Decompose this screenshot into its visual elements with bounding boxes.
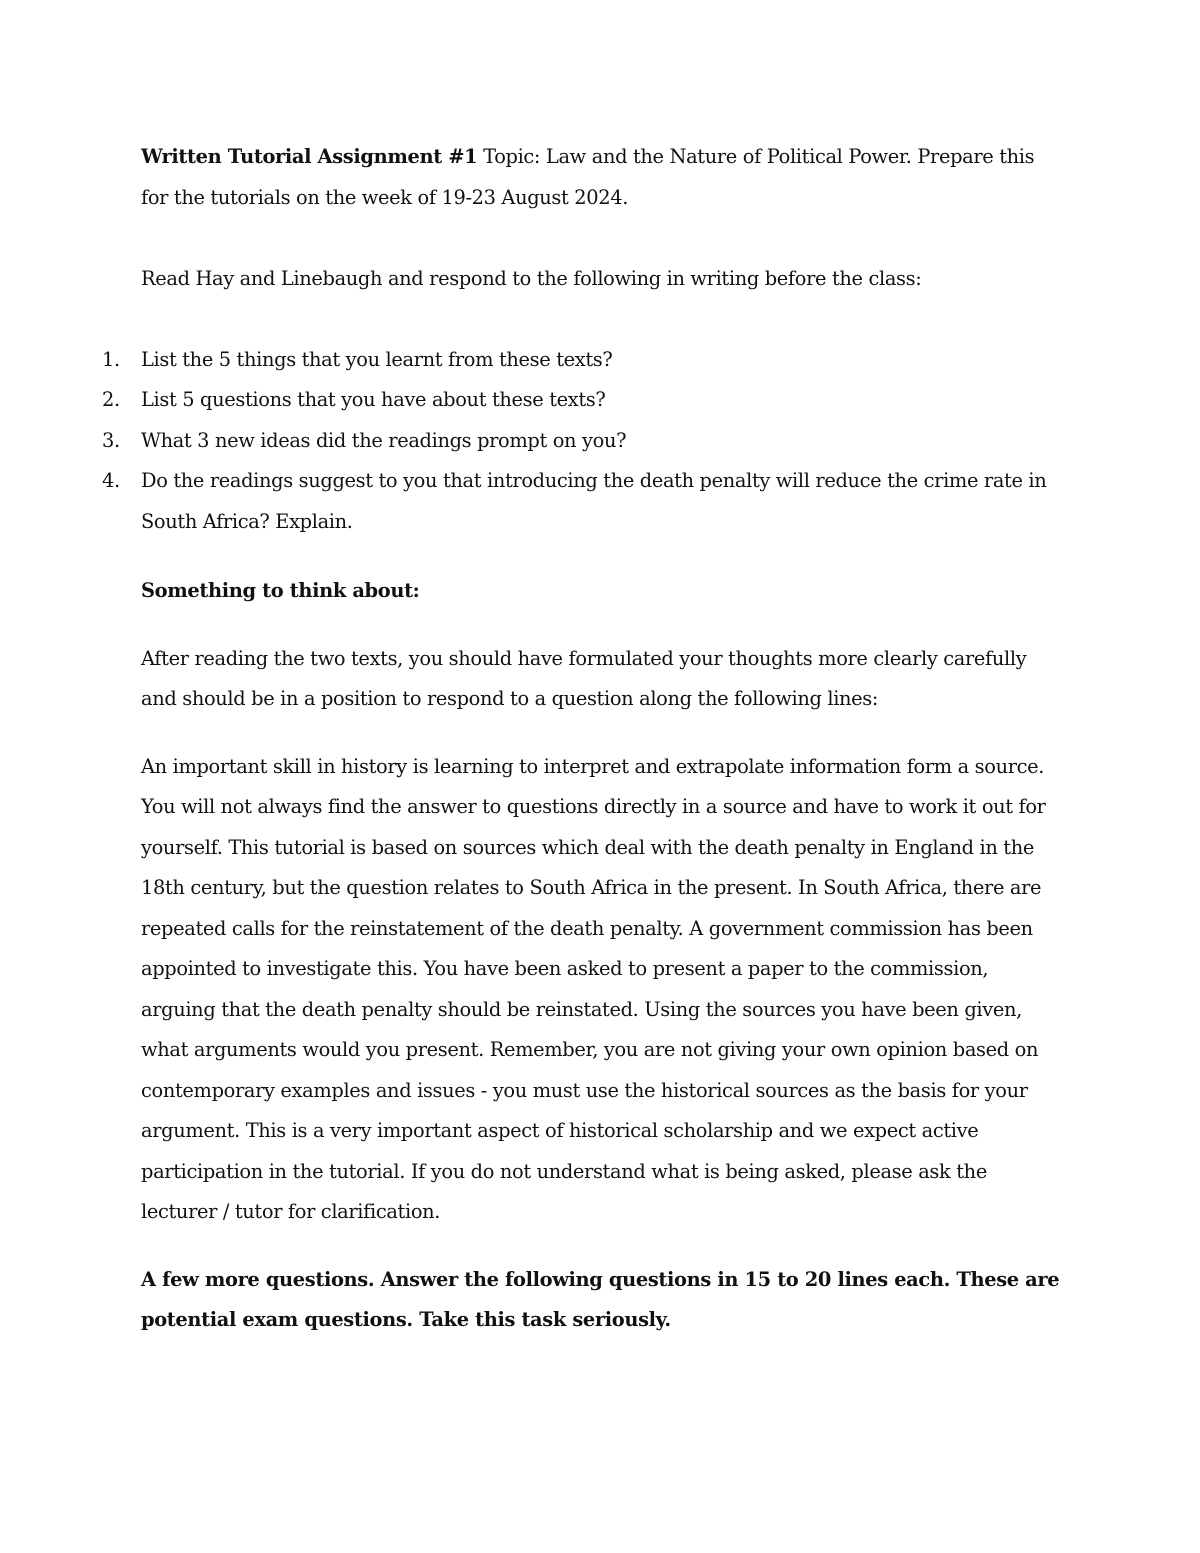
list-item <box>102 380 1066 421</box>
closing-instruction: A few more questions. Answer the following questions in 15 to 20 lines each. These are potential exam questions. Take this task seriously. <box>141 1267 1060 1331</box>
section-heading: Something to think about: <box>141 579 420 602</box>
list-item-text: What 3 new ideas did the readings prompt on you? <box>141 428 627 452</box>
question-list <box>102 340 1066 543</box>
assignment-topic: Topic: Law and the Nature of Political Power. Prepare this for the tutorials on the week of 19-23 August 2024. <box>141 145 1035 209</box>
list-item-number: 2. <box>102 388 120 411</box>
reading-instruction: Read Hay and Linebaugh and respond to the following in writing before the class: <box>141 267 922 290</box>
document-body <box>102 137 1066 1341</box>
list-item-text: List 5 questions that you have about these texts? <box>141 388 606 411</box>
list-item <box>102 340 1066 381</box>
after-reading-paragraph: After reading the two texts, you should have formulated your thoughts more clearly carefully and should be in a position to respond to a question along the following lines: <box>141 646 1027 710</box>
skill-paragraph: An important skill in history is learning to interpret and extrapolate information form a source. You will not always find the answer to questions directly in a source and have to work it out for yourself. This tutorial is based on sources which deal with the death penalty in England in the 18th century, but the question relates to South Africa in the present. In South Africa, there are repeated calls for the reinstatement of the death penalty. A government commission has been appointed to investigate this. You have been asked to present a paper to the commission, arguing that the death penalty should be reinstated. Using the sources you have been given, what arguments would you present. Remember, you are not giving your own opinion based on contemporary examples and issues - you must use the historical sources as the basis for your argument. This is a very important aspect of historical scholarship and we expect active participation in the tutorial. If you do not understand what is being asked, please ask the lecturer / tutor for clarification. <box>141 754 1046 1223</box>
list-item <box>102 421 1066 462</box>
list-item-number: 1. <box>102 347 120 371</box>
assignment-intro <box>141 137 1066 218</box>
list-item-text: Do the readings suggest to you that introducing the death penalty will reduce the crime rate in South Africa? Explain. <box>141 469 1047 533</box>
list-item-text: List the 5 things that you learnt from these texts? <box>141 347 613 371</box>
list-item <box>102 461 1066 542</box>
assignment-title: Written Tutorial Assignment #1 <box>141 145 478 168</box>
list-item-number: 4. <box>102 469 120 492</box>
list-item-number: 3. <box>102 428 120 452</box>
